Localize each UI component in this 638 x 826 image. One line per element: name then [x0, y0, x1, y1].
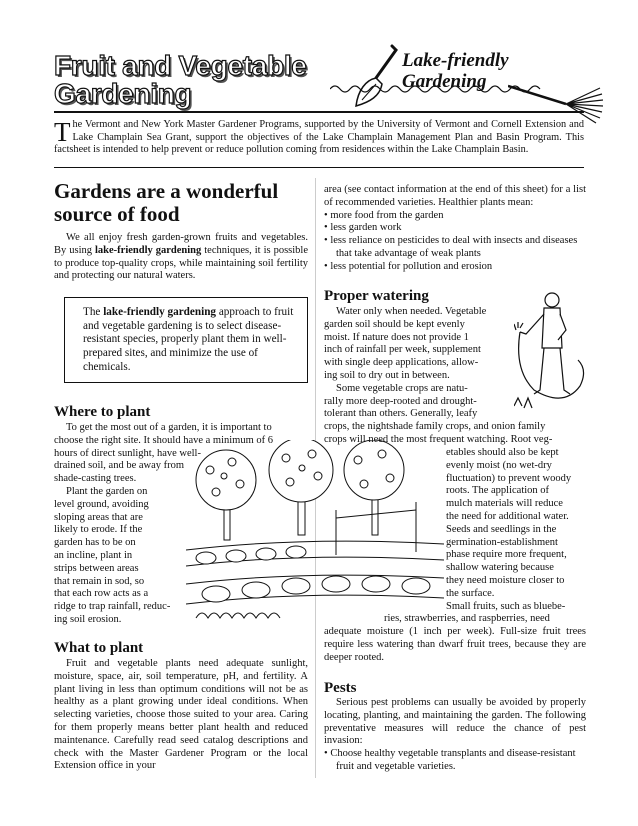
callout-text — [83, 306, 299, 374]
where2-line-2: level ground, avoiding — [54, 498, 149, 510]
where-line-1: To get the most out of a garden, it is important to — [66, 422, 272, 433]
water-narrow-line-2: evenly moist (no wet-dry — [446, 459, 552, 471]
where-paragraph-2 — [54, 486, 184, 627]
list-item: • Choose healthy vegetable transplants and disease-resistant fruit and vegetable varieties. — [324, 748, 586, 774]
health-intro: area (see contact information at the end of this sheet) for a list of recommended varieties. Healthier plants mean: — [324, 184, 586, 208]
list-item: • less garden work — [324, 222, 586, 235]
series-line-2: Gardening — [402, 71, 487, 92]
water2-line-3: tolerant than others. Generally, leafy — [324, 408, 478, 419]
where2-line-7: strips between areas — [54, 562, 139, 574]
water-line-6: ing soil to dry out in between. — [324, 369, 450, 381]
list-item: • more food from the garden — [324, 210, 586, 223]
pests-list — [324, 748, 586, 774]
heading-what-to-plant: What to plant — [54, 640, 144, 656]
where2-line-5: garden has to be on — [54, 537, 136, 549]
list-item: • less reliance on pesticides to deal with insects and diseases that take advantage of weak plants — [324, 235, 586, 261]
water-narrow-line-1: etables should also be kept — [446, 447, 559, 458]
water-narrow-line-13: Small fruits, such as bluebe- — [446, 600, 566, 612]
callout-text-1: The — [83, 306, 104, 319]
heading-gardens: Gardens are a wonderful source of food — [54, 179, 279, 226]
intro-rule — [54, 167, 584, 168]
water-line-5: with single deep applications, allow- — [324, 357, 479, 369]
water2-line-5: crops will need the most frequent watching. Root veg- — [324, 433, 553, 445]
watering-paragraph-1 — [324, 306, 510, 408]
water-narrow-line-12: the surface. — [446, 587, 495, 599]
water-line-2: garden soil should be kept evenly — [324, 318, 465, 330]
intro-text — [54, 119, 584, 157]
callout-box — [64, 297, 308, 383]
trowel-icon — [352, 44, 400, 110]
intro-body: he Vermont and New York Master Gardener Programs, supported by the University of Vermont and Cornell Extension and Lake Champlain Sea Grant, support the objectives of the Lake Champlain Management Plan and Basin Program. This factsheet is intended to help prevent or reduce pollution coming from residences within the Lake Champlain Basin. — [54, 119, 584, 155]
gardens-text-2: techniques, it is possible to produce top-quality crops, while maintaining soil fertility and protecting our natural waters. — [54, 244, 308, 282]
water-narrow-line-3: fluctuation) to prevent woody — [446, 472, 572, 484]
right-column — [324, 180, 586, 274]
where-line-5: shade-casting trees. — [54, 473, 137, 485]
left-column — [54, 180, 308, 383]
callout-text-bold: lake-friendly gardening — [103, 306, 217, 319]
water-line-1: Water only when needed. Vegetable — [336, 306, 487, 317]
page-title — [54, 52, 307, 108]
water-line-3: moist. If nature does not provide 1 — [324, 331, 469, 343]
water-narrow-line-4: roots. The application of — [446, 485, 550, 497]
gardens-text-1: We all enjoy fresh garden-grown fruits and vegetables. By using — [54, 232, 308, 256]
where2-line-1: Plant the garden on — [66, 486, 148, 497]
heading-where-to-plant: Where to plant — [54, 404, 151, 420]
water-narrow-line-7: Seeds and seedlings in the — [446, 523, 557, 535]
water-narrow-line-11: they need moisture closer to — [446, 574, 565, 586]
water2-line-1: Some vegetable crops are natu- — [336, 382, 468, 394]
heading-pests: Pests — [324, 680, 357, 696]
pests-paragraph: Serious pest problems can usually be avoided by properly locating, planting, and maintaining the garden. The following preventative measures will reduce the chance of pest invasion: — [324, 697, 586, 747]
what-paragraph: Fruit and vegetable plants need adequate sunlight, moisture, space, air, soil temperature, pH, and fertility. A plant living in less than optimum conditions will not be as healthy as a plant growing under ideal conditions. When selecting varieties, choose those suited to your area. Caring for them properly means better plant health and reduced maintenance. Carefully read seed catalog descriptions and check with the Master Gardener Program or the local Extension office in your — [54, 658, 308, 772]
water-narrow-line-6: the need for additional water. — [446, 510, 569, 522]
gardens-paragraph — [54, 232, 308, 283]
where-line-2: choose the right site. It should have a minimum of 6 — [54, 434, 274, 446]
water-narrow-line-8: germination-establishment — [446, 536, 558, 548]
header-rule — [54, 111, 584, 113]
heading-proper-watering: Proper watering — [324, 288, 429, 304]
where-line-4: drained soil, and be away from — [54, 460, 185, 472]
water-narrow-line-10: shallow watering because — [446, 562, 554, 574]
water-narrow-line-9: phase require more frequent, — [446, 549, 567, 561]
water2-line-2: rally more deep-rooted and drought- — [324, 395, 477, 407]
gardener-watering-illustration — [514, 290, 588, 420]
watering-paragraph-2 — [324, 408, 586, 446]
list-item: • less potential for pollution and erosion — [324, 261, 586, 274]
where2-line-11: ing soil erosion. — [54, 613, 122, 625]
where2-line-6: an incline, plant in — [54, 549, 133, 561]
water-line-4: inch of rainfall per week, supplement — [324, 344, 481, 356]
water2-line-4: crops, the nightshade family crops, and onion family — [324, 420, 546, 432]
gardens-text-bold: lake-friendly gardening — [95, 244, 202, 256]
title-line-1: Fruit and Vegetable — [54, 50, 307, 81]
where2-line-4: likely to erode. If the — [54, 524, 143, 536]
where2-line-10: ridge to trap rainfall, reduc- — [54, 601, 171, 613]
callout-text-2: approach to fruit and vegetable gardening is to select disease-resistant species, properly plant them in well-prepared sites, and minimize the use of chemicals. — [83, 306, 294, 373]
where-line-3: hours of direct sunlight, have well- — [54, 447, 201, 459]
water-narrow-line-5: mulch materials will reduce — [446, 498, 563, 510]
water3-rest: adequate moisture (1 inch per week). Full-size fruit trees require less watering than dwarf fruit trees, because they are deeper rooted. — [324, 626, 586, 663]
drop-cap: T — [54, 117, 71, 147]
where2-line-9: that each row acts as a — [54, 588, 149, 600]
health-benefits-list — [324, 210, 586, 274]
water3-line-2: ries, strawberries, and raspberries, need — [384, 613, 550, 624]
where2-line-3: sloping areas that are — [54, 511, 143, 523]
watering-paragraph-2-narrow — [446, 447, 586, 613]
garden-illustration — [186, 440, 444, 630]
series-line-1: Lake-friendly — [402, 50, 509, 71]
title-line-2: Gardening — [54, 78, 192, 109]
where2-line-8: that remain in sod, so — [54, 575, 145, 587]
